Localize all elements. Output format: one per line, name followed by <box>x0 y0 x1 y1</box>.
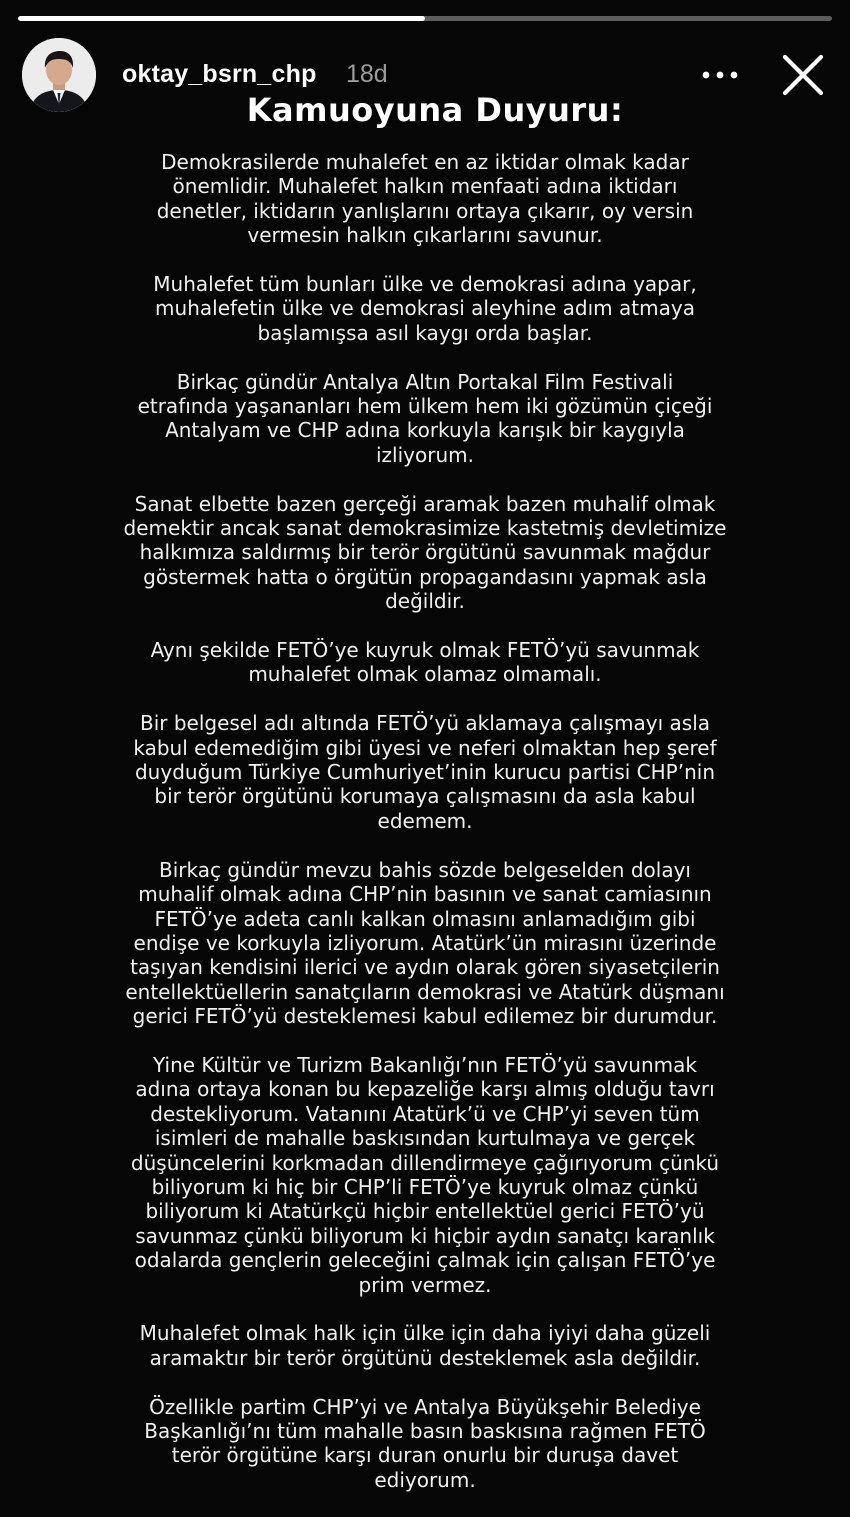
announcement-paragraph: Muhalefet olmak halk için ülke için daha iyiyi daha güzeli aramaktır bir terör örgütünü desteklemek asla değildir. <box>139 1321 711 1370</box>
username[interactable]: oktay_bsrn_chp <box>122 60 317 88</box>
story-progress-fill <box>18 16 425 21</box>
more-options-button[interactable] <box>698 60 742 90</box>
story-timestamp: 18d <box>346 60 388 88</box>
ellipsis-icon <box>698 60 742 90</box>
story-text-content <box>0 88 850 1517</box>
announcement-paragraph: Özellikle partim CHP’yi ve Antalya Büyükşehir Belediye Başkanlığı’nı tüm mahalle basın baskısına rağmen FETÖ terör örgütüne karşı duran onurlu bir duruşa davet ediyorum. <box>144 1394 706 1492</box>
announcement-paragraph: Muhalefet tüm bunları ülke ve demokrasi adına yapar, muhalefetin ülke ve demokrasi aleyhine adım atmaya başlamışsa asıl kaygı orda başlar. <box>153 272 697 345</box>
announcement-paragraph: Bir belgesel adı altında FETÖ’yü aklamaya çalışmayı asla kabul edemediğim gibi üyesi ve neferi olmaktan hep şeref duyduğum Türkiye Cumhuriyet’inin kurucu partisi CHP’nin bir terör örgütünü korumaya çalışmasını da asla kabul edemem. <box>133 711 717 833</box>
announcement-body <box>0 150 850 1492</box>
announcement-paragraph: Aynı şekilde FETÖ’ye kuyruk olmak FETÖ’yü savunmak muhalefet olmak olamaz olmamalı. <box>150 638 700 687</box>
announcement-paragraph: Birkaç gündür Antalya Altın Portakal Film Festivali etrafında yaşananları hem ülkem hem iki gözümün çiçeği Antalyam ve CHP adına korkuyla karışık bir kaygıyla izliyorum. <box>137 369 713 467</box>
announcement-paragraph: Yine Kültür ve Turizm Bakanlığı’nın FETÖ’yü savunmak adına ortaya konan bu kepazeliğe karşı almış olduğu tavrı destekliyorum. Vatanını Atatürk’ü ve CHP’yi seven tüm isimleri de mahalle baskısından kurtulmaya ve gerçek düşüncelerini korkmadan dillendirmeye çağırıyorum çünkü biliyorum ki hiç bir CHP’li FETÖ’ye kuyruk olmaz çünkü biliyorum ki Atatürkçü hiçbir entellektüel gerici FETÖ’yü savunmaz çünkü biliyorum ki hiçbir aydın sanatçı karanlık odalarda gençlerin geleceğini çalmak için çalışan FETÖ’ye prim vermez. <box>130 1052 720 1297</box>
story-progress-bar <box>18 16 832 21</box>
announcement-paragraph: Demokrasilerde muhalefet en az iktidar olmak kadar önemlidir. Muhalefet halkın menfaati adına iktidarı denetler, iktidarın yanlışlarını ortaya çıkarır, oy versin vermesin halkın çıkarlarını savunur. <box>156 150 694 248</box>
announcement-paragraph: Birkaç gündür mevzu bahis sözde belgeselden dolayı muhalif olmak adına CHP’nin basının ve sanat camiasının FETÖ’ye adeta canlı kalkan olmasını anlamadığım gibi endişe ve korkuyla izliyorum. Atatürk’ün mirasını üzerinde taşıyan kendisini ilerici ve aydın olarak gören siyasetçilerin entellektüellerin sanatçıların demokrasi ve Atatürk düşmanı gerici FETÖ’yü desteklemesi kabul edilemez bir durumdur. <box>125 857 725 1029</box>
announcement-paragraph: Sanat elbette bazen gerçeği aramak bazen muhalif olmak demektir ancak sanat demokrasimize kastetmiş devletimize halkımıza saldırmış bir terör örgütünü savunmak mağdur göstermek hatta o örgütün propagandasını yapmak asla değildir. <box>123 491 727 614</box>
announcement-title: Kamuoyuna Duyuru: <box>246 91 624 129</box>
